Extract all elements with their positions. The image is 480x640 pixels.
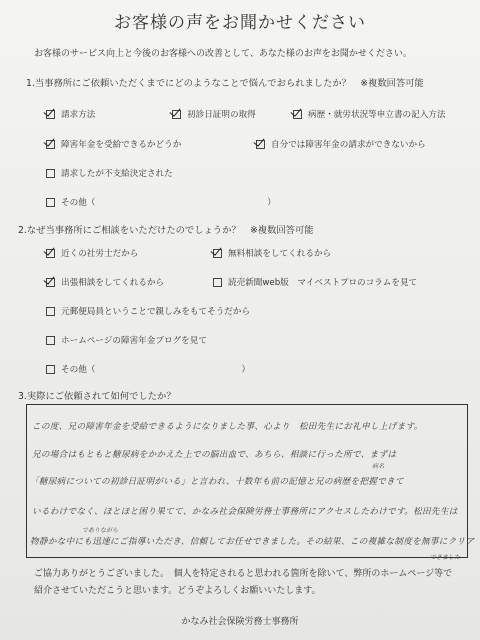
handwritten-line-5: 物静かな中にも迅速にご指導いただき、信頼してお任せできました。その結果、この複雑な制度を無事にクリア — [30, 537, 475, 547]
q2-option-label: ホームページの障害年金ブログを見て — [61, 336, 207, 346]
q2-option-label: 近くの社労士だから — [61, 249, 139, 259]
intro-text: お客様のサービス向上と今後のお客様への改善として、あなた様のお声をお聞かせください。 — [34, 49, 412, 59]
q2-option-label: その他（ ） — [61, 365, 251, 375]
handwritten-annotation: でありながら — [82, 527, 119, 534]
q1-option-label: 初診日証明の取得 — [187, 110, 256, 120]
q1-option-label: 病歴・就労状況等申立書の記入方法 — [308, 110, 446, 120]
q2-option-visit-consult[interactable] — [46, 276, 164, 288]
q2-option-blog[interactable] — [46, 334, 207, 346]
q2-option-label: 無料相談をしてくれるから — [228, 249, 332, 259]
q1-option-request-method[interactable] — [46, 108, 95, 120]
q1-option-label: 請求方法 — [61, 110, 96, 120]
q2-option-label: 読売新聞web版 マイベストプロのコラムを見て — [228, 278, 418, 288]
q2-option-yomiuri-column[interactable] — [213, 276, 417, 288]
checkbox-checked-icon[interactable] — [172, 110, 181, 119]
q1-option-rejected[interactable] — [46, 167, 173, 179]
q2-option-nearby[interactable] — [46, 247, 138, 259]
checkbox-icon[interactable] — [46, 169, 55, 178]
checkbox-icon[interactable] — [213, 278, 222, 287]
handwritten-line-2: 兄の場合はもともと糖尿病をかかえた上での脳出血で、あちら、相談に行った所で、まずは — [32, 450, 397, 460]
q1-option-label: その他（ ） — [61, 198, 276, 208]
handwritten-annotation: できました — [430, 554, 461, 561]
q2-option-label: 元郵便局員ということで親しみをもてそうだから — [61, 307, 251, 317]
checkbox-checked-icon[interactable] — [46, 249, 55, 258]
checkbox-icon[interactable] — [46, 198, 55, 207]
handwritten-annotation: 病名 — [372, 463, 385, 470]
checkbox-icon[interactable] — [46, 336, 55, 345]
q1-option-label: 請求したが不支給決定された — [61, 169, 173, 179]
closing-message: ご協力ありがとうございました。 個人を特定されると思われる箇所を除いて、弊所のホームページ等で紹介させていただこうと思います。どうぞよろしくお願いいたします。 — [34, 569, 453, 596]
q2-option-label: 出張相談をしてくれるから — [61, 278, 165, 288]
q1-question: 1.当事務所にご依頼いただくまでにどのようなことで悩んでおられましたか？ ※複数回答可能 — [26, 78, 424, 89]
checkbox-checked-icon[interactable] — [213, 249, 222, 258]
checkbox-icon[interactable] — [46, 307, 55, 316]
checkbox-checked-icon[interactable] — [256, 140, 265, 149]
checkbox-checked-icon[interactable] — [46, 278, 55, 287]
q1-option-label: 自分では障害年金の請求ができないから — [271, 140, 426, 150]
q2-option-free-consult[interactable] — [213, 247, 331, 259]
q1-option-other[interactable] — [46, 196, 276, 208]
checkbox-checked-icon[interactable] — [293, 110, 302, 119]
q1-option-label: 障害年金を受給できるかどうか — [61, 140, 182, 150]
q1-option-first-visit-proof[interactable] — [172, 108, 256, 120]
q1-option-eligibility[interactable] — [46, 138, 181, 150]
page-title: お客様の声をお聞かせください — [114, 13, 366, 33]
checkbox-icon[interactable] — [46, 365, 55, 374]
checkbox-checked-icon[interactable] — [46, 110, 55, 119]
q1-option-medical-history-form[interactable] — [293, 108, 446, 120]
handwritten-line-4: いるわけでなく、ほとほと困り果てて、かなみ社会保険労務士事務所にアクセスしたわけです。松田先生は — [32, 507, 458, 517]
office-name: かなみ社会保険労務士事務所 — [181, 617, 299, 627]
handwritten-line-3: 「糖尿病についての初診日証明がいる」と言われ、十数年も前の記憶と兄の病歴を把握できて — [30, 477, 404, 487]
q2-question: 2.なぜ当事務所にご相談をいただけたのでしょうか？ ※複数回答可能 — [18, 225, 314, 236]
q1-option-cannot-self-claim[interactable] — [256, 138, 426, 150]
checkbox-checked-icon[interactable] — [46, 140, 55, 149]
q2-option-former-postal[interactable] — [46, 305, 250, 317]
handwritten-line-1: この度、兄の障害年金を受給できるようになりました事、心より 松田先生にお礼申し上げます。 — [32, 422, 423, 432]
q3-question: 3.実際にご依頼されて如何でしたか？ — [18, 391, 176, 402]
q2-option-other[interactable] — [46, 363, 250, 375]
